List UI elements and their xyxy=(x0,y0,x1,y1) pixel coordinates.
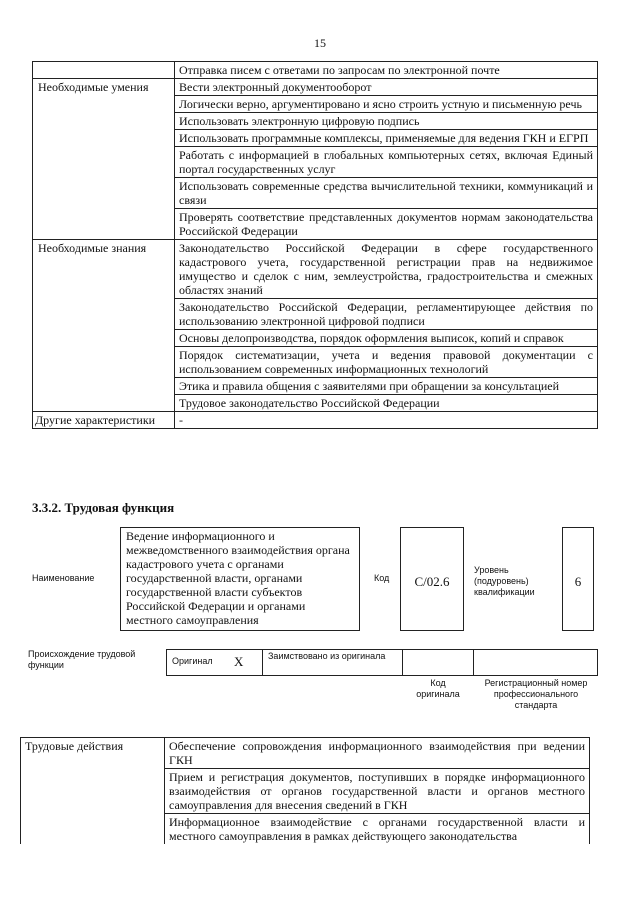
table-cell: Отправка писем с ответами по запросам по электронной почте xyxy=(175,62,598,79)
row-label xyxy=(33,62,175,79)
table-cell: Информационное взаимодействие с органами государственной власти и местного самоуправления в рамках действующего законодательства xyxy=(165,814,590,845)
table-cell: Законодательство Российской Федерации, регламентирующее действия по использованию электронной цифровой подписи xyxy=(175,299,598,330)
function-name-box: Ведение информационного и межведомственного взаимодействия органа кадастрового учета с органами государственной власти, органами государственной власти субъектов Российской Федерации и органами местного самоуправления xyxy=(120,527,360,631)
table-cell: Логически верно, аргументировано и ясно строить устную и письменную речь xyxy=(175,96,598,113)
table-cell: Использовать электронную цифровую подпись xyxy=(175,113,598,130)
page-number: 15 xyxy=(314,36,326,50)
table-cell: Использовать программные комплексы, применяемые для ведения ГКН и ЕГРП xyxy=(175,130,598,147)
actions-table xyxy=(20,737,590,844)
origin-label: Происхождение трудовой функции xyxy=(28,649,136,670)
divider xyxy=(402,649,403,675)
table-cell: Работать с информацией в глобальных компьютерных сетях, включая Единый портал государственных услуг xyxy=(175,147,598,178)
table-cell: Порядок систематизации, учета и ведения правовой документации с использованием современных информационных технологий xyxy=(175,347,598,378)
table-cell: Законодательство Российской Федерации в сфере государственного кадастрового учета, государственной регистрации прав на недвижимое имущество и сделок с ним, землеустройства, градостроительства и смежных областях знаний xyxy=(175,240,598,299)
table-row xyxy=(21,738,590,769)
level-value-box: 6 xyxy=(562,527,594,631)
row-label: Необходимые знания xyxy=(33,240,175,412)
reg-number-caption: Регистрационный номер профессионального стандарта xyxy=(484,678,588,710)
borrowed-label: Заимствовано из оригинала xyxy=(268,651,386,661)
table-cell: Обеспечение сопровождения информационного взаимодействия при ведении ГКН xyxy=(165,738,590,769)
divider xyxy=(262,649,263,675)
code-value-box: C/02.6 xyxy=(400,527,464,631)
row-label: Другие характеристики xyxy=(33,412,175,429)
level-label: Уровень (подуровень) квалификации xyxy=(474,565,535,597)
table-cell: - xyxy=(175,412,598,429)
divider xyxy=(473,649,474,675)
requirements-table xyxy=(32,61,598,429)
table-row xyxy=(33,79,598,96)
table-row xyxy=(33,412,598,429)
original-mark: X xyxy=(234,654,244,669)
table-cell: Вести электронный документооборот xyxy=(175,79,598,96)
table-cell: Проверять соответствие представленных документов нормам законодательства Российской Федерации xyxy=(175,209,598,240)
table-row xyxy=(33,240,598,299)
row-label: Трудовые действия xyxy=(21,738,165,845)
section-title: 3.3.2. Трудовая функция xyxy=(32,500,175,515)
code-original-caption: Код оригинала xyxy=(416,678,460,699)
row-label: Необходимые умения xyxy=(33,79,175,240)
table-row xyxy=(33,62,598,79)
table-cell: Этика и правила общения с заявителями при обращении за консультацией xyxy=(175,378,598,395)
code-label: Код xyxy=(374,573,390,583)
table-cell: Основы делопроизводства, порядок оформления выписок, копий и справок xyxy=(175,330,598,347)
original-label: Оригинал xyxy=(172,656,213,666)
table-cell: Трудовое законодательство Российской Федерации xyxy=(175,395,598,412)
table-cell: Прием и регистрация документов, поступивших в порядке информационного взаимодействия от органов государственной власти и органов местного самоуправления для внесения сведений в ГКН xyxy=(165,769,590,814)
table-cell: Использовать современные средства вычислительной техники, коммуникаций и связи xyxy=(175,178,598,209)
name-label: Наименование xyxy=(32,573,95,583)
